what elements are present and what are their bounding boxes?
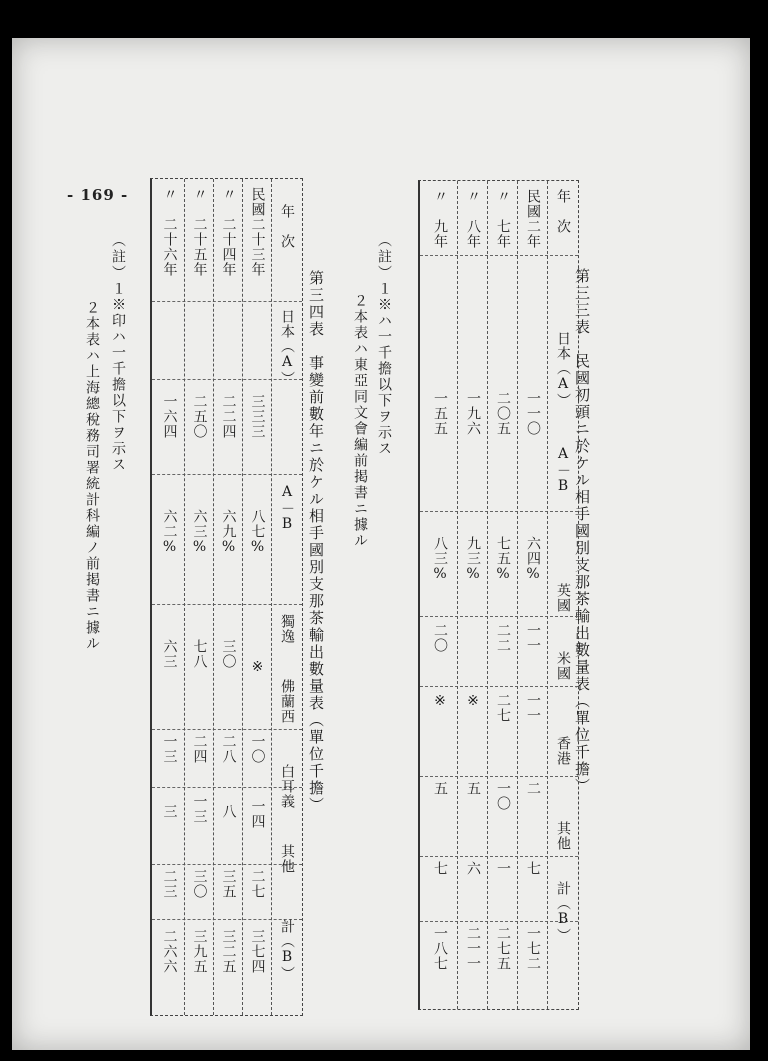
table-cell: 二八 [220,734,237,764]
document-page [12,38,750,1050]
table-cell: 一一〇 [525,391,541,436]
header-cell: 其他 [279,844,295,874]
table-cell: 二六六 [161,929,178,974]
table-cell: 〃 二十六年 [161,187,178,277]
header-cell: 計（B） [279,919,295,981]
table-cell: 一六四 [161,394,178,439]
table-cell: 〃 二十五年 [191,187,208,277]
table-cell: 二二 [495,623,511,653]
header-cell: 米國 [555,651,571,681]
table-cell: 三〇 [220,639,237,669]
table-cell: 三七四 [249,929,266,974]
table-cell: 六四% [525,536,541,583]
table-cell: 五 [432,781,448,796]
table-cell: 二七 [495,693,511,723]
table-cell: 一九六 [465,391,481,436]
table-cell: 八三% [432,536,448,583]
table34-note-1: （註）１※印ハ一千擔以下ヲ示ス [110,233,126,473]
table-cell: 一八七 [432,926,448,971]
table-cell: 〃 七年 [495,189,511,249]
header-cell: 年 次 [279,204,295,249]
table-cell: 民國二年 [525,189,541,249]
header-cell: 其他 [555,821,571,851]
table-row [242,179,272,1015]
table-cell [458,623,488,663]
table-cell: 一五五 [432,391,448,436]
table-cell: 三九五 [191,929,208,974]
table-cell: 〃 八年 [465,189,481,249]
header-cell: A－B [555,446,571,495]
table-cell: 二七 [249,869,266,899]
header-cell: 年 次 [555,189,571,234]
table33 [418,180,579,1010]
table-cell: ※ [465,693,481,710]
table-cell: 七 [525,861,541,876]
table-cell: 八七% [249,509,266,556]
table-cell: 三〇 [191,869,208,899]
table-cell: 二四 [191,734,208,764]
table33-note-1: （註）１※ハ一千擔以下ヲ示ス [376,233,392,457]
table-cell: 〃 二十四年 [220,187,237,277]
table-cell: 二三 [161,869,178,899]
header-cell: 佛蘭西 [279,679,295,724]
page-number: - 169 - [67,186,129,204]
table-cell: 二 [525,781,541,796]
table-row [457,181,488,1009]
table-cell: 二〇五 [495,391,511,436]
table-cell: 七八 [191,639,208,669]
table-cell: 八 [220,804,237,819]
header-cell: 日本（A） [279,309,295,386]
table-cell: 一四 [249,799,266,829]
table-cell: 七五% [495,536,511,583]
table-cell: 六九% [220,509,237,556]
table-cell: 六二% [161,509,178,556]
table-cell: 六 [465,861,481,876]
table-cell: 一〇 [249,734,266,764]
table-cell: 一七二 [525,926,541,971]
table-cell: 三五 [220,869,237,899]
table-row [213,179,243,1015]
table-cell: 二五〇 [191,394,208,439]
table-row [154,179,185,1015]
table34-note-2: ２本表ハ上海總稅務司署統計科編ノ前掲書ニ據ル [84,300,100,652]
header-cell: 香港 [555,736,571,766]
table-cell: 二〇 [432,623,448,653]
table-cell: 六三 [161,639,178,669]
table-cell: 六三% [191,509,208,556]
table33-note-2: ２本表ハ東亞同文會編前掲書ニ據ル [352,293,368,549]
table-row [184,179,214,1015]
table-cell: 三二五 [220,929,237,974]
table-cell: 三 [161,804,178,819]
header-cell: 獨逸 [279,614,295,644]
table-cell: 一三 [191,794,208,824]
table-cell: 七 [432,861,448,876]
table-cell: 〃 九年 [432,189,448,249]
table33-header-row [547,181,578,1009]
table-row [487,181,518,1009]
table-cell: 一 [495,861,511,876]
table-cell: ※ [432,693,448,710]
table-cell: ※ [249,659,266,676]
header-cell: A－B [279,484,295,533]
table-cell: 九三% [465,536,481,583]
table-cell: 一〇 [495,781,511,811]
table-cell: 二七五 [495,926,511,971]
header-cell: 英國 [555,583,571,613]
table-row [422,181,458,1009]
table-cell: 二二四 [220,394,237,439]
table-cell: 五 [465,781,481,796]
table-cell: 一一 [525,693,541,723]
header-cell: 計（B） [555,881,571,943]
table-cell: 一三 [161,734,178,764]
table34-title: 第三四表 事變前數年ニ於ケル相手國別支那茶輸出數量表（單位千擔） [307,270,325,814]
table33-title: 第三三表 民國初頭ニ於ケル相手國別支那茶輸出數量表（單位千擔） [573,268,591,795]
table-row [517,181,548,1009]
table34 [150,178,303,1016]
table34-header-row [271,179,302,1015]
table-cell: 三三三 [249,394,266,439]
table-cell: 二一一 [465,926,481,971]
header-cell: 白耳義 [279,764,295,809]
table-cell: 民國二十三年 [249,187,266,277]
header-cell: 日本（A） [555,331,571,408]
table-cell: 一一 [525,623,541,653]
